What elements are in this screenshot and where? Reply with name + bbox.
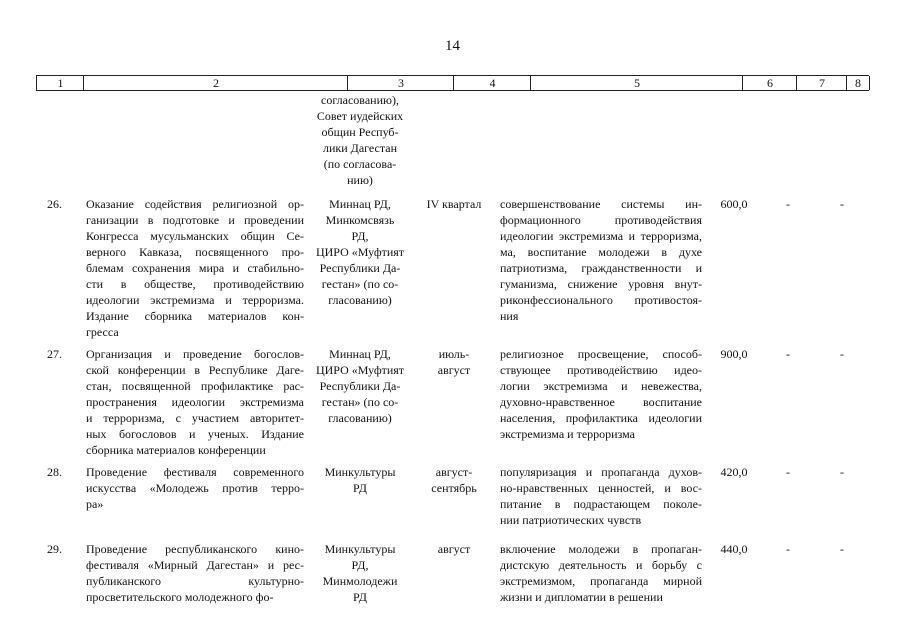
row-executor: Миннац РД, ЦИРО «Муфтият Республики Да- гестан» (по со- гласованию) <box>315 347 405 425</box>
text-line: нии патриотических чувств <box>500 513 642 527</box>
table-header-row <box>36 75 869 91</box>
text-line: логии экстремизма и невежества, <box>500 379 702 393</box>
text-line: ганизации в подготовке и проведении <box>86 213 304 227</box>
continuation-executor: согласованию), Совет иудейских общин Респуб- лики Дагестан (по согласова- нию) <box>316 93 404 187</box>
text-line: блемам сохранения мира и стабильно- <box>86 261 304 275</box>
row-col8: - <box>840 197 844 211</box>
row-col8: - <box>840 347 844 361</box>
text-line: верного Кавказа, посвященного про- <box>86 245 304 259</box>
text-line: патриотизма, гражданственности и <box>500 261 702 275</box>
text-line: религиозное просвещение, способ- <box>500 347 702 361</box>
row-result <box>500 541 702 605</box>
row-col7: - <box>786 542 790 556</box>
row-term: август- сентябрь <box>431 465 477 495</box>
row-col8: - <box>840 542 844 556</box>
text-line: риконфессионального противостоя- <box>500 293 702 307</box>
row-executor: Минкультуры РД, Минмолодежи РД <box>322 542 398 604</box>
text-line: ствующее противодействию идео- <box>500 363 702 377</box>
text-line: экстремизмом, пропаганда мирной <box>500 574 702 588</box>
text-line: гуманизма, снижение уровня внут- <box>500 277 702 291</box>
row-event <box>86 346 304 458</box>
row-amount: 600,0 <box>720 197 748 211</box>
text-line: Конгресса мусульманских общин Се- <box>86 229 304 243</box>
row-number: 27. <box>47 347 62 361</box>
row-term: июль- август <box>437 347 471 377</box>
row-term: август <box>437 542 471 556</box>
text-line: экстремизма и терроризма <box>500 427 635 441</box>
text-line: ра» <box>86 497 104 511</box>
header-col-7: 7 <box>796 76 847 90</box>
text-line: публиканского культурно- <box>86 574 304 588</box>
text-line: населения, профилактика идеологии <box>500 411 702 425</box>
row-result <box>500 196 702 324</box>
text-line: популяризация и пропаганда духов- <box>500 465 702 479</box>
header-col-4: 4 <box>453 76 531 90</box>
text-line: совершенствование системы ин- <box>500 197 702 211</box>
row-result <box>500 346 702 442</box>
text-line: ных богословов и ученых. Издание <box>86 427 304 441</box>
text-line: формационного противодействия <box>500 213 702 227</box>
text-line: просветительского молодежного фо- <box>86 590 274 604</box>
row-term: IV квартал <box>426 197 482 211</box>
text-line: Проведение республиканского кино- <box>86 542 304 556</box>
text-line: сборника материалов конференции <box>86 443 266 457</box>
row-amount: 440,0 <box>720 542 748 556</box>
text-line: дистскую деятельность и борьбу с <box>500 558 702 572</box>
text-line: духовно-нравственное воспитание <box>500 395 702 409</box>
text-line: но-нравственных ценностей, и вос- <box>500 481 702 495</box>
header-col-3: 3 <box>347 76 454 90</box>
text-line: фестиваля «Мирный Дагестан» и рес- <box>86 558 304 572</box>
text-line: гресса <box>86 325 119 339</box>
header-col-1: 1 <box>36 76 84 90</box>
text-line: питание в подрастающем поколе- <box>500 497 702 511</box>
text-line: ской конференции в Республике Даге- <box>86 363 304 377</box>
row-col7: - <box>786 197 790 211</box>
text-line: идеологии экстремизма и терроризма. <box>86 293 304 307</box>
text-line: Организация и проведение богослов- <box>86 347 304 361</box>
page-number: 14 <box>445 38 460 54</box>
text-line: ния <box>500 309 519 323</box>
row-number: 28. <box>47 465 62 479</box>
text-line: жизни и дипломатии в решении <box>500 590 663 604</box>
header-col-5: 5 <box>530 76 743 90</box>
header-col-8: 8 <box>846 76 870 90</box>
row-result <box>500 464 702 528</box>
row-number: 29. <box>47 542 62 556</box>
row-amount: 420,0 <box>720 465 748 479</box>
row-executor: Миннац РД, Минкомсвязь РД, ЦИРО «Муфтият Республики Да- гестан» (по со- гласованию) <box>315 197 405 307</box>
row-col7: - <box>786 347 790 361</box>
text-line: идеологии экстремизма и терроризма, <box>500 229 702 243</box>
row-col8: - <box>840 465 844 479</box>
text-line: Оказание содействия религиозной ор- <box>86 197 304 211</box>
text-line: пространения идеологии экстремизма <box>86 395 304 409</box>
row-event <box>86 196 304 340</box>
row-amount: 900,0 <box>720 347 748 361</box>
header-col-6: 6 <box>742 76 797 90</box>
text-line: и терроризма, с участием авторитет- <box>86 411 304 425</box>
text-line: Издание сборника материалов кон- <box>86 309 304 323</box>
row-event <box>86 541 304 605</box>
row-event <box>86 464 304 512</box>
header-col-2: 2 <box>83 76 348 90</box>
row-col7: - <box>786 465 790 479</box>
text-line: стан, посвященной профилактике рас- <box>86 379 304 393</box>
text-line: сти в обществе, противодействию <box>86 277 304 291</box>
text-line: ма, воспитание молодежи в духе <box>500 245 702 259</box>
text-line: включение молодежи в пропаган- <box>500 542 702 556</box>
text-line: искусства «Молодежь против терро- <box>86 481 304 495</box>
row-number: 26. <box>47 197 62 211</box>
row-executor: Минкультуры РД <box>324 465 396 495</box>
text-line: Проведение фестиваля современного <box>86 465 304 479</box>
